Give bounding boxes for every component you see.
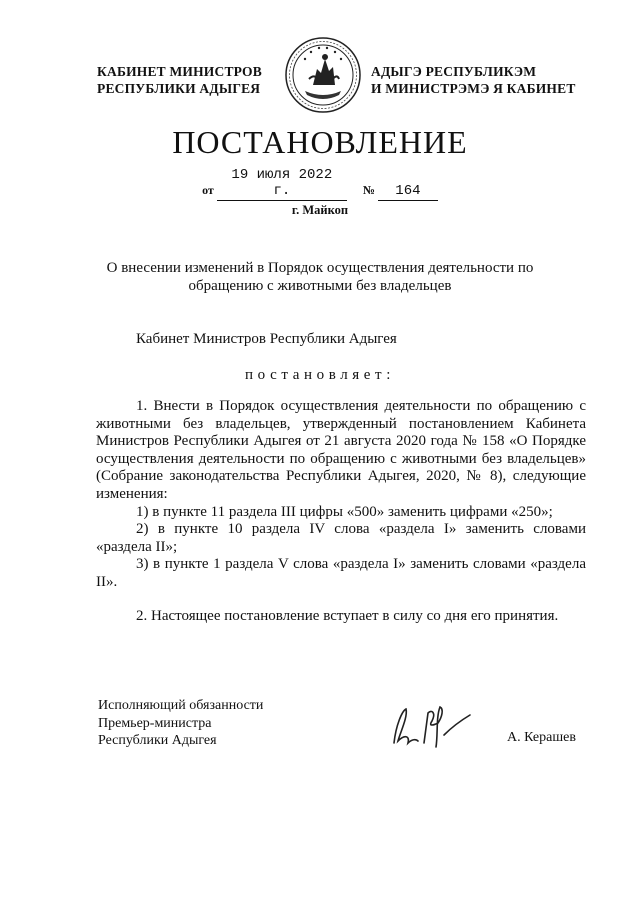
document-title: ПОСТАНОВЛЕНИЕ (172, 124, 468, 160)
city: г. Майкоп (291, 203, 349, 217)
point-1-item-1: 1) в пункте 11 раздела III цифры «500» заменить цифрами «250»; (136, 503, 553, 520)
header-right-line1: АДЫГЭ РЕСПУБЛИКЭМ (371, 64, 537, 79)
signatory-title-line2: Премьер-министра (98, 715, 212, 731)
point-1-item-2: 2) в пункте 10 раздела IV слова «раздела I» заменить словами «раздела II»; (96, 521, 586, 555)
decree-word: постановляет: (245, 367, 395, 383)
document-body (96, 398, 586, 592)
header-left-line1: КАБИНЕТ МИНИСТРОВ (97, 64, 262, 79)
header-right-line2: И МИНИСТРЭМЭ Я КАБИНЕТ (371, 81, 576, 96)
subject-line2: обращению с животными без владельцев (188, 278, 452, 294)
document-date: 19 июля 2022 г. (217, 167, 347, 201)
header-left (97, 63, 262, 97)
point-1: 1. Внести в Порядок осуществления деятельности по обращению с животными без владельцев, утвержденный постановлением Кабинета Министров Республики Адыгея от 21 августа 2020 года № 158 «О Порядке осуществления деятельности по обращению с животными без владельцев» (Собрание законодательства Республики Адыгея, 2020, № 8), следующие изменения: (96, 398, 586, 502)
signatory-title-line1: Исполняющий обязанности (98, 698, 264, 713)
signatory-title-line3: Республики Адыгея (98, 733, 217, 748)
subject-line1: О внесении изменений в Порядок осуществления деятельности по (106, 260, 534, 276)
signatory-name: А. Керашев (507, 730, 576, 745)
date-number-line (0, 167, 640, 201)
signatory-title (98, 697, 263, 750)
date-from-label: от (202, 183, 214, 197)
header-right (371, 63, 576, 97)
header-left-line2: РЕСПУБЛИКИ АДЫГЕЯ (97, 81, 261, 96)
number-label: № (362, 183, 375, 197)
coat-of-arms-emblem (283, 35, 363, 115)
handwritten-signature (388, 695, 478, 755)
point-1-item-3: 3) в пункте 1 раздела V слова «раздела I» заменить словами «раздела II». (96, 556, 586, 590)
issuing-body: Кабинет Министров Республики Адыгея (136, 331, 397, 347)
document-subject (100, 259, 540, 295)
point-2: 2. Настоящее постановление вступает в силу со дня его принятия. (136, 608, 559, 624)
document-number: 164 (378, 183, 438, 201)
